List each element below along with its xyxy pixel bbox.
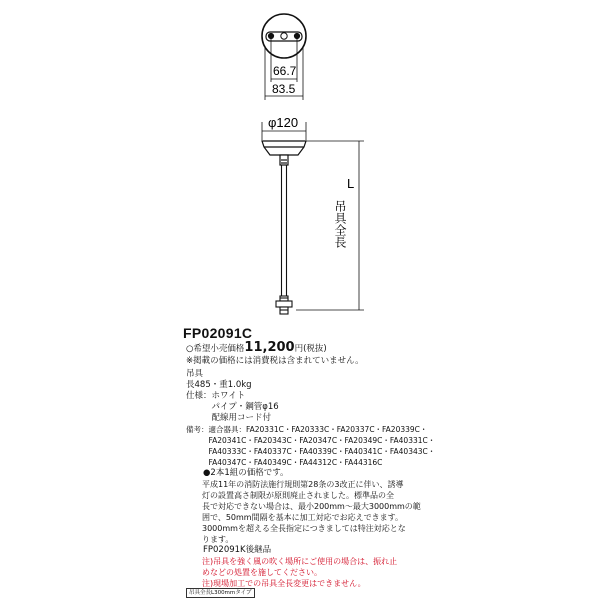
dim-L: L — [347, 176, 355, 191]
spec-line: 吊具 — [186, 369, 204, 379]
spec-line: FA40333C・FA40337C・FA40339C・FA40341C・FA40343C・ — [186, 447, 436, 456]
dim-83-5: 83.5 — [272, 82, 296, 96]
canopy-side-view — [262, 141, 306, 165]
spec-line: 囲で、50mm間隔を基本に加工対応でお応えできます。 — [186, 513, 403, 522]
spec-line: 備考：適合器具：FA20331C・FA20333C・FA20337C・FA20339C・ — [186, 425, 428, 434]
spec-line: 長で対応できない場合は、最小200mm～最大3000mmの範 — [186, 502, 421, 511]
spec-line: 平成11年の消防法施行規則第28条の3改正に伴い、誘導 — [186, 480, 404, 489]
length-type-badge: 吊具全長L300mmタイプ — [186, 588, 255, 598]
price-suffix: 円(税抜) — [294, 344, 327, 354]
spec-line: 配線用コード付 — [186, 413, 272, 423]
spec-line: 長485・重1.0kg — [186, 380, 252, 390]
pipe — [276, 165, 292, 314]
tax-note: ※掲載の価格には消費税は含まれていません。 — [186, 356, 364, 366]
model-number: FP02091C — [183, 325, 253, 341]
price-amount: 11,200 — [244, 340, 295, 355]
spec-line: FA40347C・FA40349C・FA44312C・FA44316C — [186, 458, 383, 467]
spec-line: ります。 — [186, 535, 234, 544]
warning-note: めなどの処置を施してください。 — [186, 568, 322, 577]
length-dimension — [296, 141, 364, 310]
spec-line: FA20341C・FA20343C・FA20347C・FA20349C・FA40331C・ — [186, 436, 436, 445]
spec-line: ●2本1組の価格です。 — [186, 468, 289, 478]
price-prefix: ○希望小売価格 — [186, 344, 245, 354]
price-line — [186, 342, 327, 355]
spec-line: FP02091K後継品 — [186, 545, 272, 555]
warning-note: 注)現場加工での吊具全長変更はできません。 — [186, 579, 366, 588]
warning-note: 注)吊具を強く風の吹く場所にご使用の場合は、振れ止 — [186, 557, 398, 566]
label-vertical: 吊具全長 — [333, 200, 347, 248]
dim-66-7: 66.7 — [273, 64, 297, 78]
spec-line: 灯の設置高さ制限が原則廃止されました。標準品の全 — [186, 491, 394, 500]
spec-line: 仕様：ホワイト — [186, 391, 246, 401]
dim-phi120: φ120 — [268, 115, 299, 130]
spec-line: 3000mmを超える全長指定につきましては特注対応とな — [186, 524, 406, 533]
spec-line: パイプ・鋼管φ16 — [186, 402, 279, 412]
canopy-top-view — [262, 14, 306, 58]
